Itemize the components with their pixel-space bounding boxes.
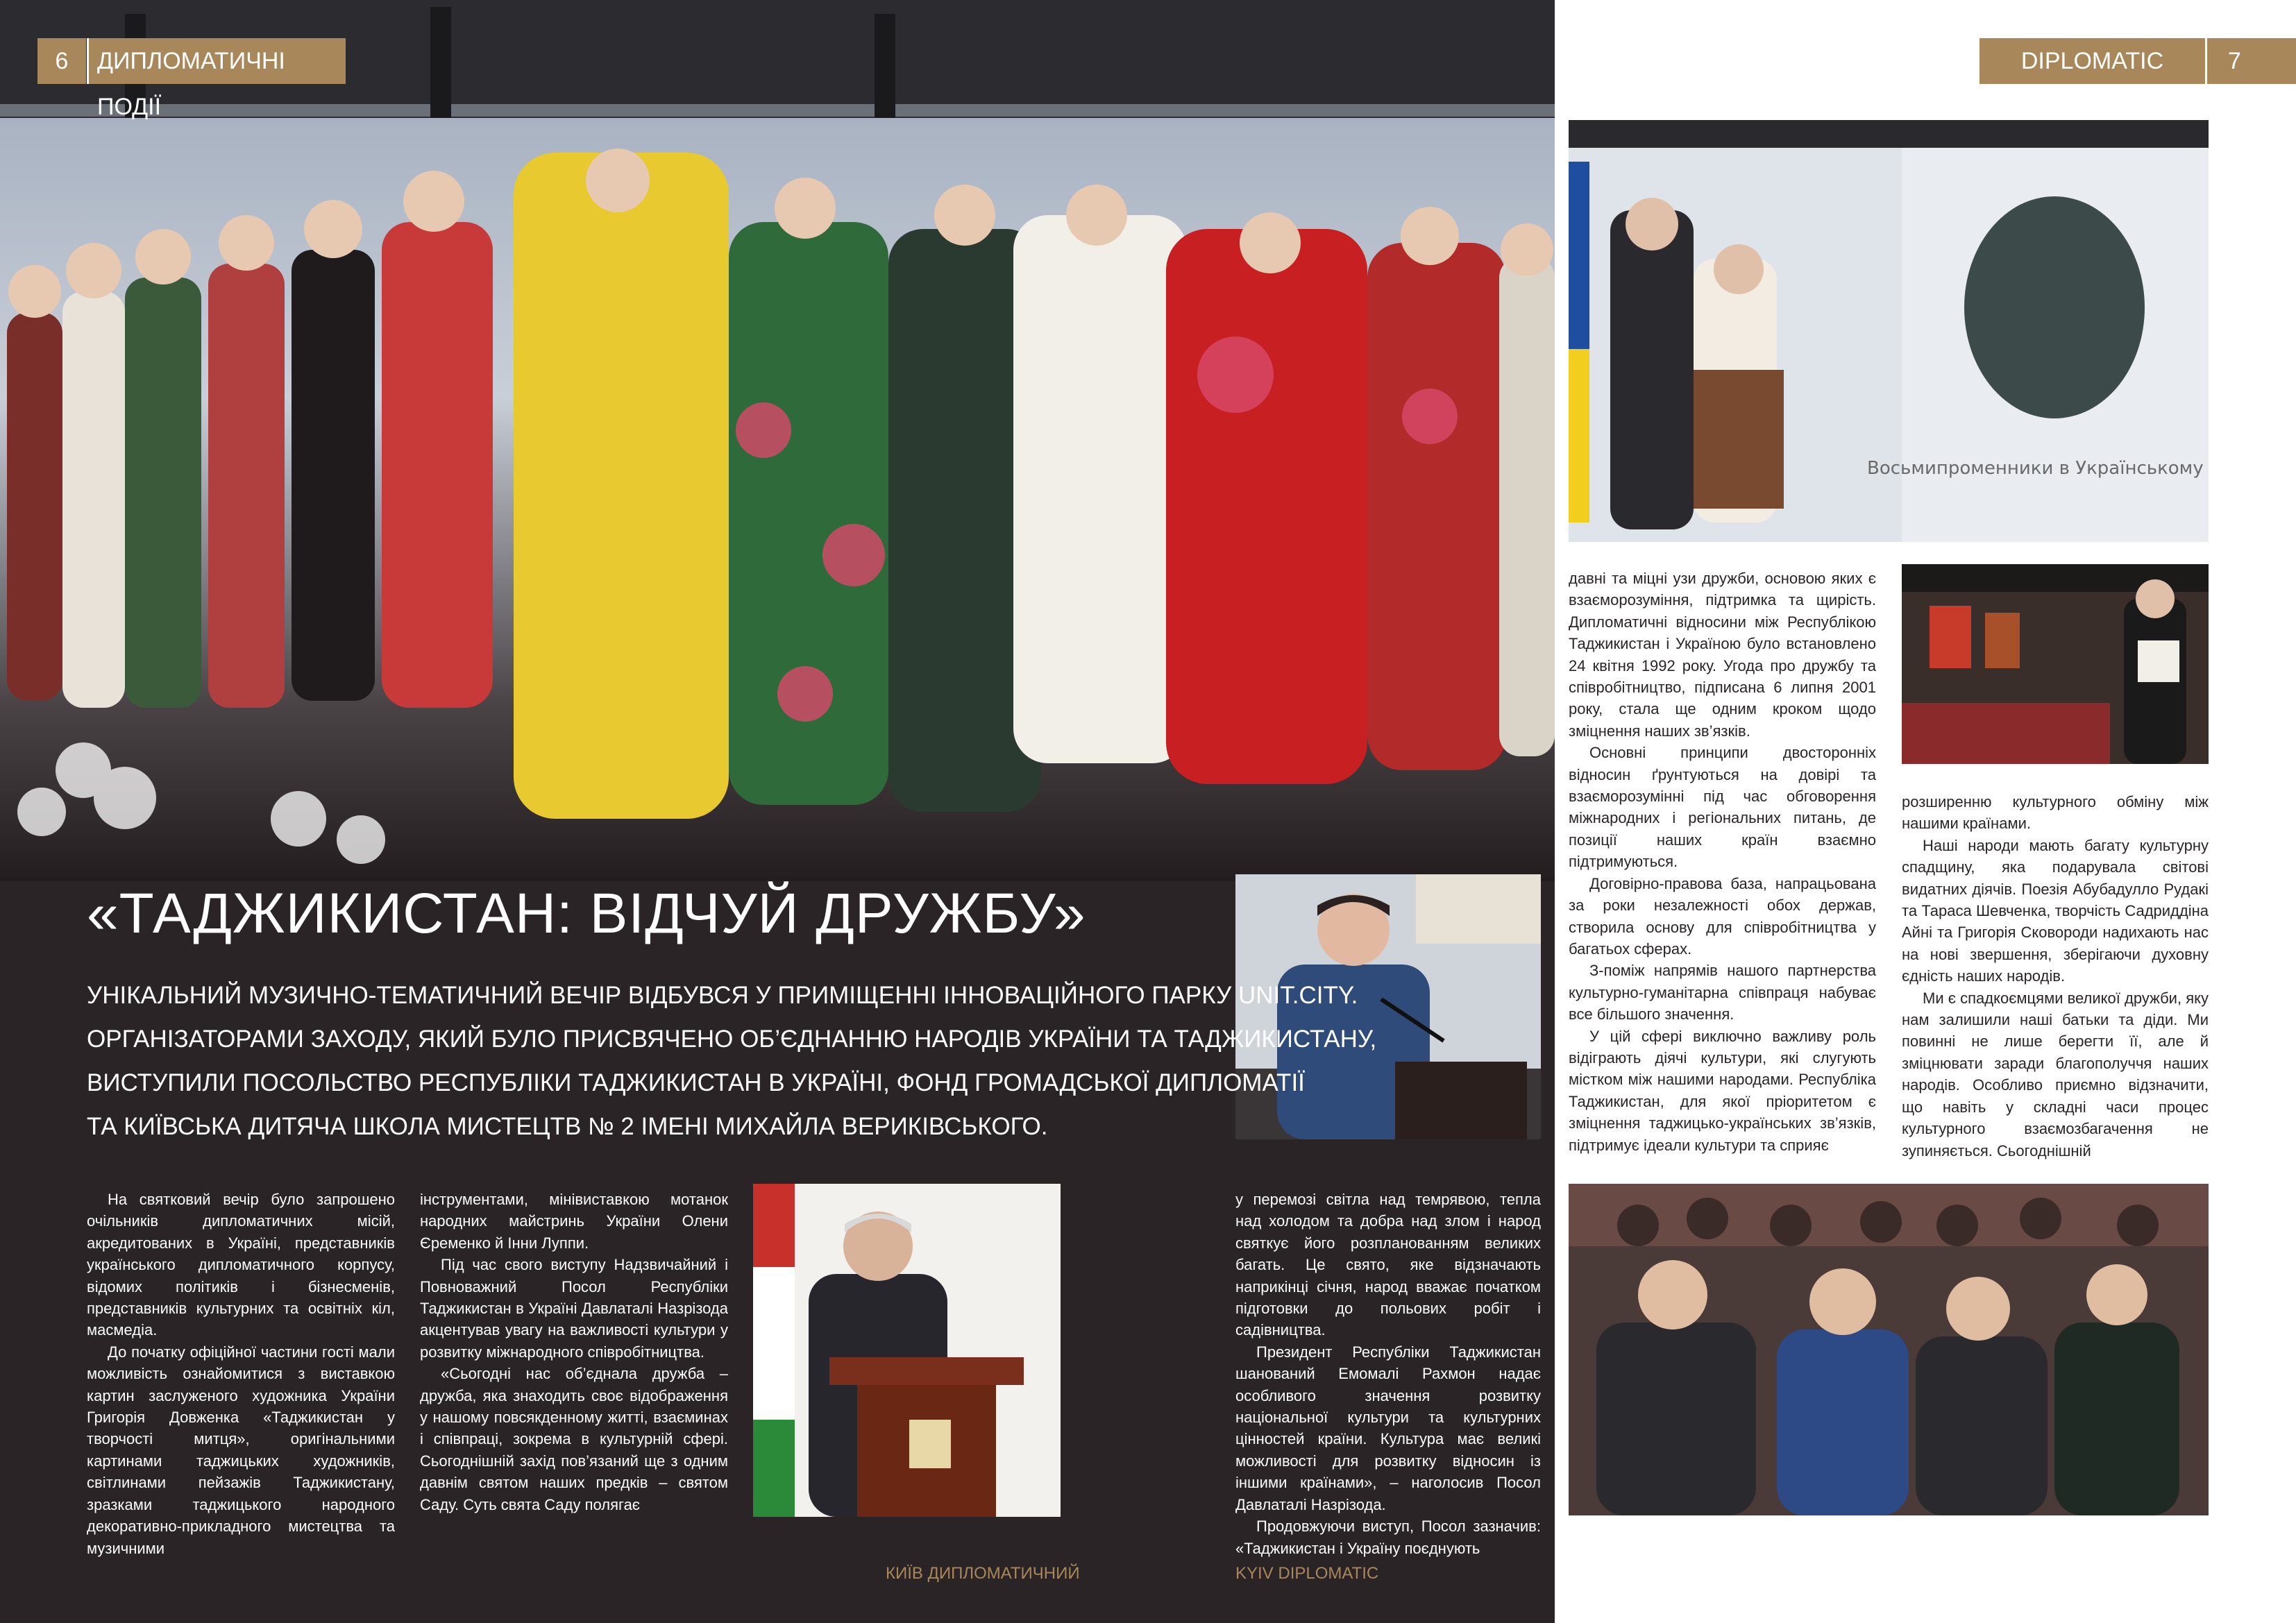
footer-right: KYIV DIPLOMATIC (1235, 1564, 1379, 1583)
paragraph: З-поміж напрямів нашого партнерства культурно-гуманітарна співпраця набуває все більшого значення. (1569, 962, 1876, 1023)
lead-line: ТА КИЇВСЬКА ДИТЯЧА ШКОЛА МИСТЕЦТВ № 2 ІМЕНІ МИХАЙЛА ВЕРИКІВСЬКОГО. (87, 1113, 1048, 1140)
ambassador-photo (753, 1184, 1061, 1517)
paragraph: «Сьогодні нас об’єднала дружба – дружба, яка знаходить своє відображення у нашому повсякденному житті, взаєминах і співпраці, зокрема в культурній сфері. Сьогоднішній захід пов’язаний ще з одним давнім святом наших предків – святом Саду. Суть свята Саду полягає (420, 1365, 728, 1513)
page-number-right: 7 (2207, 38, 2296, 84)
footer-left: КИЇВ ДИПЛОМАТИЧНИЙ (886, 1564, 1080, 1583)
guests-photo (1569, 120, 2209, 542)
section-label-left: ДИПЛОМАТИЧНІ ПОДІЇ (89, 38, 346, 84)
paragraph: Договірно-правова база, напрацьована за роки незалежності обох держав, створила основу для співробітництва у багатьох сферах. (1569, 874, 1876, 958)
text-column-5 (1902, 791, 2209, 1162)
paragraph: Продовжуючи виступ, Посол зазначив: «Таджикистан і Україну поєднують (1235, 1518, 1541, 1557)
lead-line: ВИСТУПИЛИ ПОСОЛЬСТВО РЕСПУБЛІКИ ТАДЖИКИСТАН В УКРАЇНІ, ФОНД ГРОМАДСЬКОЇ ДИПЛОМАТІЇ (87, 1069, 1305, 1096)
paragraph: давні та міцні узи дружби, основою яких є взаєморозуміння, підтримка та щирість. Дипломатичні відносини між Республікою Таджикистан і Україною було встановлено 24 квітня 1992 року. Угода про дружбу та співробітництво, підписана 6 липня 2001 року, стала ще одним кроком щодо зміцнення наших зв’язків. (1569, 570, 1876, 740)
article-title: «ТАДЖИКИСТАН: ВІДЧУЙ ДРУЖБУ» (87, 882, 1086, 945)
paragraph: Основні принципи двосторонніх відносин ґрунтуються на довірі та взаєморозумінні під час обговорення міжнародних і регіональних питань, де позиції наших країн взаємно підтримуються. (1569, 744, 1876, 871)
paragraph: Ми є спадкоємцями великої дружби, яку нам залишили наші батьки та діди. Ми повинні не лише берегти її, але й зміцнювати заради благополуччя наших народів. Особливо приємно відзначити, що навіть у складні часи процес культурного взаємозбагачення не зупиняється. Сьогоднішній (1902, 989, 2209, 1159)
paragraph: До початку офіційної частини гості мали можливість ознайомитися з виставкою картин заслуженого художника України Григорія Довженка «Таджикистан у творчості митця», оригінальними картинами таджицьких художників, світлинами пейзажів Таджикистану, зразками таджицького народного декоративно-прикладного мистецтва та музичними (87, 1343, 395, 1557)
section-label-right: DIPLOMATIC EVENTS (1980, 38, 2205, 84)
paragraph: Наші народи мають багату культурну спадщину, яка подарувала світові видатних діячів. Поезія Абубадулло Рудакі та Тараса Шевченка, творчість Садриддіна Айні та Григорія Сковороди надихають нас на нові звершення, зберігаючи духовну єдність наших народів. (1902, 836, 2209, 985)
text-column-1 (87, 1189, 395, 1559)
paragraph: Під час свого виступу Надзвичайний і Повноважний Посол Республіки Таджикистан в Україні Давлаталі Назрізода акцентував увагу на важливості культури у розвитку міжнародного співробітництва. (420, 1256, 728, 1361)
paragraph: У цій сфері виключно важливу роль відіграють діячі культури, які слугують містком між нашими народами. Республіка Таджикистан, для якої пріоритетом є зміцнення таджицько-українських зв’язків, підтримує ідеали культури та сприяє (1569, 1027, 1876, 1154)
paragraph: Президент Республіки Таджикистан шанований Емомалі Рахмон надає особливого значення розвитку національної культури та культурних цінностей країни. Культура має великі можливості для розвитку відносин із іншими країнами», – наголосив Посол Давлаталі Назрізода. (1235, 1343, 1541, 1513)
lead-line: УНІКАЛЬНИЙ МУЗИЧНО-ТЕМАТИЧНИЙ ВЕЧІР ВІДБУВСЯ У ПРИМІЩЕННІ ІННОВАЦІЙНОГО ПАРКУ UNIT.CITY. (87, 982, 1358, 1009)
audience-photo (1569, 1184, 2209, 1515)
lead-line: ОРГАНІЗАТОРАМИ ЗАХОДУ, ЯКИЙ БУЛО ПРИСВЯЧЕНО ОБ’ЄДНАННЮ НАРОДІВ УКРАЇНИ ТА ТАДЖИКИСТАНУ, (87, 1026, 1377, 1053)
hero-photo-fashion-show (0, 0, 1555, 881)
text-column-2 (420, 1189, 728, 1515)
page-number-left: 6 (37, 38, 86, 84)
exhibition-photo (1902, 564, 2209, 764)
paragraph: розширенню культурного обміну між нашими країнами. (1902, 793, 2209, 833)
article-lead (87, 974, 1376, 1148)
paragraph: інструментами, мінівиставкою мотанок народних майстринь України Олени Єременко й Інни Луппи. (420, 1191, 728, 1252)
text-column-3 (1235, 1189, 1541, 1559)
paragraph: у перемозі світла над темрявою, тепла над холодом та добра над злом і народ святкує його розпланованням великих багать. Це свято, яке відзначають наприкінці січня, народ вважає початком підготовки до польових робіт і садівництва. (1235, 1191, 1541, 1339)
paragraph: На святковий вечір було запрошено очільників дипломатичних місій, акредитованих в Україні, представників українського дипломатичного корпусу, відомих політиків і бізнесменів, представників культурних та освітніх кіл, масмедіа. (87, 1191, 395, 1339)
text-column-4 (1569, 568, 1876, 1156)
backdrop-text: Восьмипроменники в Українському (1867, 458, 2204, 479)
